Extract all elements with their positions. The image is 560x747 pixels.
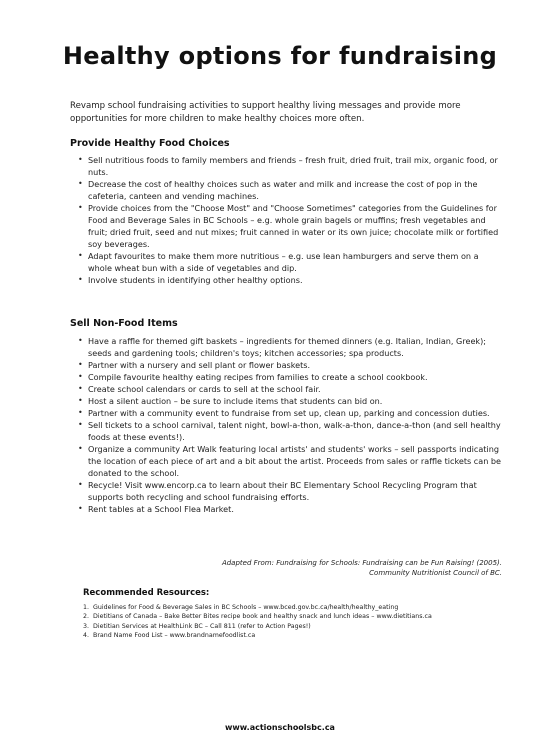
list-item: • Sell nutritious foods to family members and friends – fresh fruit, dried fruit, trail mix, organic food, or nuts. [78, 154, 502, 178]
resource-text: Brand Name Food List – www.brandnamefoodlist.ca [93, 631, 256, 639]
list-number: 1. [83, 604, 90, 611]
list-item [83, 603, 503, 612]
resources-list [83, 603, 503, 640]
list-number: 4. [83, 631, 90, 639]
intro-paragraph: Revamp school fundraising activities to support healthy living messages and provide more opportunities for more children to make healthy choices more often. [70, 101, 461, 124]
resource-text: Dietitian Services at HealthLink BC – Call 811 (refer to Action Pages!) [93, 622, 311, 630]
list-item: • Decrease the cost of healthy choices such as water and milk and increase the cost of pop in the cafeteria, canteen and vending machines. [78, 178, 502, 202]
resources-heading: Recommended Resources: [83, 588, 210, 598]
list-item: • Provide choices from the "Choose Most" and "Choose Sometimes" categories from the Guidelines for Food and Beverage Sales in BC Schools – e.g. whole grain bagels or muffins; fresh vegetables and fruit; dried fruit, seed and nut mixes; fruit canned in water or its own juice; chocolate milk or fortified soy beverages. [78, 202, 502, 250]
non-food-items-list [78, 335, 502, 515]
list-item: • Compile favourite healthy eating recipes from families to create a school cookbook. [78, 371, 502, 383]
resource-text: Guidelines for Food & Beverage Sales in BC Schools – www.bced.gov.bc.ca/health/healthy_eating [93, 604, 399, 611]
footer-url: www.actionschoolsbc.ca [225, 723, 335, 732]
list-item: • Rent tables at a School Flea Market. [78, 503, 502, 515]
list-item: • Organize a community Art Walk featuring local artists' and students' works – sell passports indicating the location of each piece of art and a bit about the artist. Proceeds from sales or raffle tickets can be donated to the school. [78, 443, 502, 479]
list-item [83, 612, 503, 621]
list-item: • Sell tickets to a school carnival, talent night, bowl-a-thon, walk-a-thon, dance-a-thon (and sell healthy foods at these events!). [78, 419, 502, 443]
attribution-line: Community Nutritionist Council of BC. [369, 569, 502, 577]
food-choices-list [78, 154, 502, 286]
attribution-line: Adapted From: Fundraising for Schools: Fundraising can be Fun Raising! (2005). [221, 559, 502, 567]
list-item: • Involve students in identifying other healthy options. [78, 274, 502, 286]
resource-text: Dietitians of Canada – Bake Better Bites recipe book and healthy snack and lunch ideas – www.dietitians.ca [93, 613, 432, 621]
list-item: • Host a silent auction – be sure to include items that students can bid on. [78, 395, 502, 407]
list-item [83, 622, 503, 631]
section-heading-food: Provide Healthy Food Choices [70, 138, 230, 149]
list-number: 3. [83, 622, 90, 630]
list-item: • Adapt favourites to make them more nutritious – e.g. use lean hamburgers and serve them on a whole wheat bun with a side of vegetables and dip. [78, 250, 502, 274]
list-item: • Partner with a community event to fundraise from set up, clean up, parking and concession duties. [78, 407, 502, 419]
list-item: • Recycle! Visit www.encorp.ca to learn about their BC Elementary School Recycling Program that supports both recycling and school fundraising efforts. [78, 479, 502, 503]
list-item: • Partner with a nursery and sell plant or flower baskets. [78, 359, 502, 371]
list-item [83, 631, 503, 640]
page-title: Healthy options for fundraising [62, 42, 498, 70]
attribution [172, 558, 502, 578]
list-number: 2. [83, 613, 90, 621]
section-heading-non-food: Sell Non-Food Items [70, 318, 178, 329]
list-item: • Have a raffle for themed gift baskets – ingredients for themed dinners (e.g. Italian, Indian, Greek); seeds and gardening tools; children's toys; kitchen accessories; spa products. [78, 335, 502, 359]
list-item: • Create school calendars or cards to sell at the school fair. [78, 383, 502, 395]
